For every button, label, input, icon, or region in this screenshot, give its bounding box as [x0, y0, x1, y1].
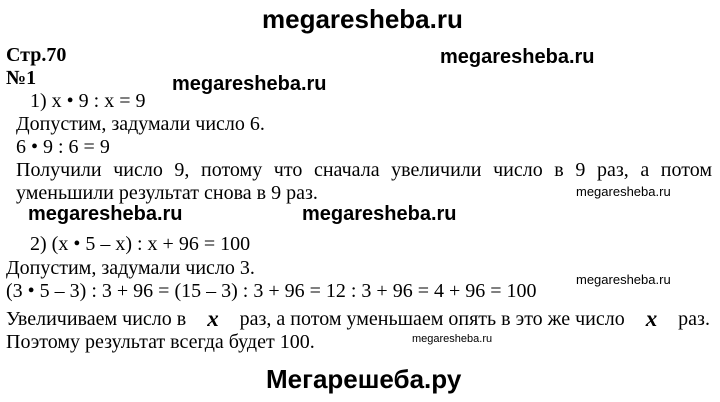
- watermark-left-mid: megaresheba.ru: [28, 203, 183, 225]
- variable-x-2: x: [645, 306, 658, 331]
- assumption-1: Допустим, задумали число 6.: [16, 113, 265, 135]
- watermark-footer: Мегарешеба.ру: [266, 364, 462, 394]
- watermark-after-task-label: megaresheba.ru: [172, 73, 327, 95]
- explanation-1-line-2: уменьшили результат снова в 9 раз.: [16, 182, 318, 204]
- watermark-right: megaresheba.ru: [440, 46, 595, 68]
- watermark-tiny-bottom: megaresheba.ru: [412, 333, 493, 345]
- check-1: 6 • 9 : 6 = 9: [16, 136, 110, 158]
- explanation-1-line-1: Получили число 9, потому что сначала увеличили число в 9 раз, а потом: [16, 159, 712, 181]
- explanation-2-part-c: раз.: [673, 308, 710, 330]
- explanation-2-part-a: Увеличиваем число в: [6, 308, 192, 330]
- variable-x-1: x: [207, 306, 219, 331]
- assumption-2: Допустим, задумали число 3.: [6, 257, 255, 279]
- watermark-right-tiny-2: megaresheba.ru: [576, 272, 671, 287]
- page-label: Стр.70: [6, 44, 67, 66]
- watermark-right-tiny: megaresheba.ru: [576, 184, 671, 199]
- explanation-1: [16, 159, 712, 181]
- equation-1: 1) x • 9 : x = 9: [30, 90, 146, 112]
- watermark-center-mid: megaresheba.ru: [302, 203, 457, 225]
- task-label: №1: [6, 67, 37, 89]
- explanation-2-part-b: раз, а потом уменьшаем опять в это же число: [234, 308, 630, 330]
- check-2: (3 • 5 – 3) : 3 + 96 = (15 – 3) : 3 + 96 = 12 : 3 + 96 = 4 + 96 = 100: [6, 280, 537, 302]
- equation-2: 2) (x • 5 – x) : x + 96 = 100: [30, 233, 251, 255]
- explanation-2-line-1: [6, 308, 710, 330]
- watermark-top: megaresheba.ru: [262, 4, 463, 34]
- explanation-2-line-2: Поэтому результат всегда будет 100.: [6, 331, 315, 353]
